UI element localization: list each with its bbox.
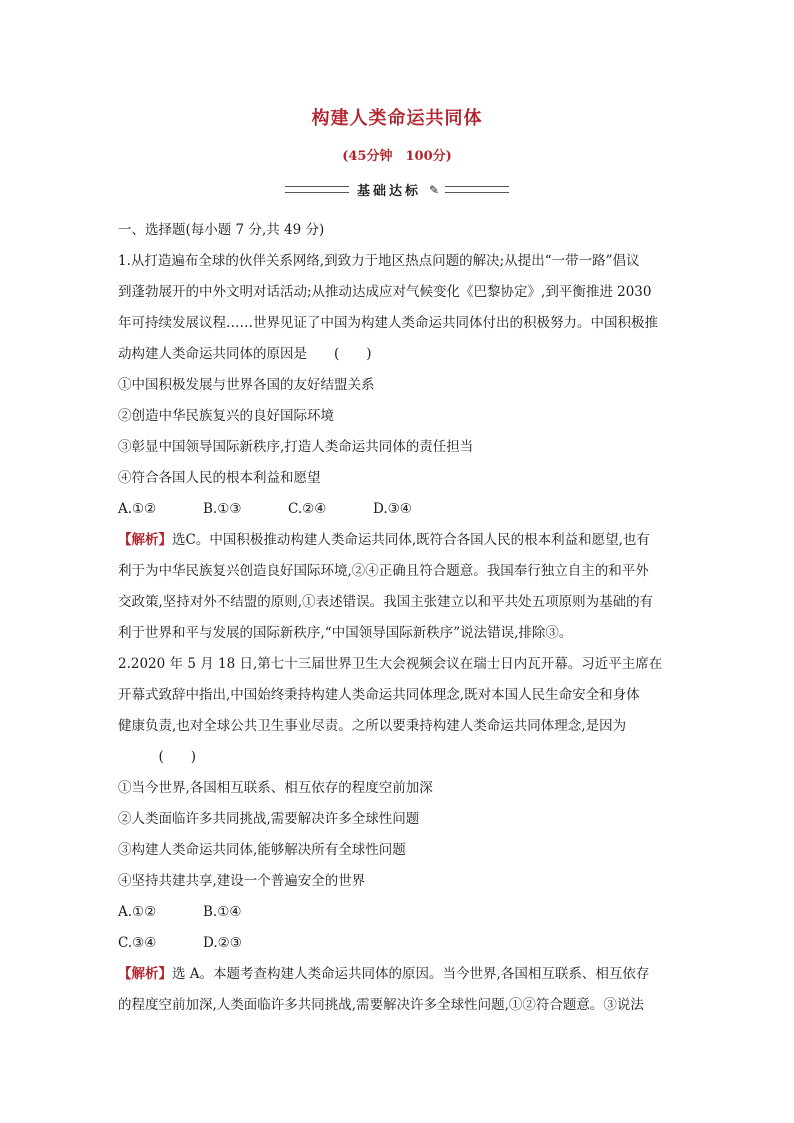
analysis-text: 选 A。本题考查构建人类命运共同体的原因。当今世界,各国相互联系、相互依存 [172,966,650,982]
option-d: D.③④ [373,501,412,517]
question-1 [118,246,678,649]
statement-item: ②人类面临许多共同挑战,需要解决许多全球性问题 [118,811,420,827]
option-c: C.②④ [288,501,327,517]
statement-item: ①中国积极发展与世界各国的友好结盟关系 [118,377,375,393]
question-stem-line: 年可持续发展议程……世界见证了中国为构建人类命运共同体付出的积极努力。中国积极推 [118,315,658,331]
document-body [118,215,678,1021]
statement-item: ③构建人类命运共同体,能够解决所有全球性问题 [118,842,406,858]
section-heading: 一、选择题(每小题 7 分,共 49 分) [118,222,325,238]
banner-text: 基础达标 [356,184,421,199]
statement-item: ③彰显中国领导国际新秩序,打造人类命运共同体的责任担当 [118,439,474,455]
answer-options [118,494,678,525]
analysis-line [118,525,678,556]
time-score-subtitle: (45分钟 100分) [342,149,452,164]
statement-item: ①当今世界,各国相互联系、相互依存的程度空前加深 [118,780,433,796]
option-b: B.①④ [203,904,242,920]
analysis-line [118,959,678,990]
question-stem-line: 1.从打造遍布全球的伙伴关系网络,到致力于地区热点问题的解决;从提出“一带一路”倡议 [118,253,640,269]
analysis-line: 的程度空前加深,人类面临许多共同挑战,需要解决许多全球性问题,①②符合题意。③说法 [118,997,644,1013]
question-stem-line: 健康负责,也对全球公共卫生事业尽责。之所以要秉持构建人类命运共同体理念,是因为 [118,718,627,734]
analysis-label: 【解析】 [118,966,172,982]
statement-item: ④坚持共建共享,建设一个普遍安全的世界 [118,873,366,889]
statement-item: ④符合各国人民的根本利益和愿望 [118,470,321,486]
option-c: C.③④ [118,935,157,951]
question-stem-line: ( ) [118,749,197,765]
answer-options-row-2 [118,928,678,959]
banner-rule-right [445,186,509,193]
analysis-line: 利于世界和平与发展的国际新秩序,“中国领导国际新秩序”说法错误,排除③。 [118,625,573,641]
statement-item: ②创造中华民族复兴的良好国际环境 [118,408,334,424]
analysis-line: 利于为中华民族复兴创造良好国际环境,②④正确且符合题意。我国奉行独立自主的和平外 [118,563,649,579]
analysis-label: 【解析】 [118,532,172,548]
option-a: A.①② [118,501,157,517]
option-a: A.①② [118,904,157,920]
question-stem-line: 2.2020 年 5 月 18 日,第七十三届世界卫生大会视频会议在瑞士日内瓦开幕。习近平主席在 [118,656,663,672]
question-2 [118,649,678,1021]
page-title: 构建人类命运共同体 [311,108,483,129]
question-stem-line: 动构建人类命运共同体的原因是 ( ) [118,346,372,362]
section-banner [0,180,794,199]
banner-rule-left [285,186,349,193]
option-d: D.②③ [203,935,242,951]
analysis-line: 交政策,坚持对外不结盟的原则,①表述错误。我国主张建立以和平共处五项原则为基础的有 [118,594,654,610]
question-stem-line: 到蓬勃展开的中外文明对话活动;从推动达成应对气候变化《巴黎协定》,到平衡推进 2030 [118,284,652,300]
question-stem-line: 开幕式致辞中指出,中国始终秉持构建人类命运共同体理念,既对本国人民生命安全和身体 [118,687,640,703]
option-b: B.①③ [203,501,242,517]
answer-options-row-1 [118,897,678,928]
analysis-text: 选C。中国积极推动构建人类命运共同体,既符合各国人民的根本利益和愿望,也有 [172,532,650,548]
pencil-icon: ✎ [428,182,440,197]
